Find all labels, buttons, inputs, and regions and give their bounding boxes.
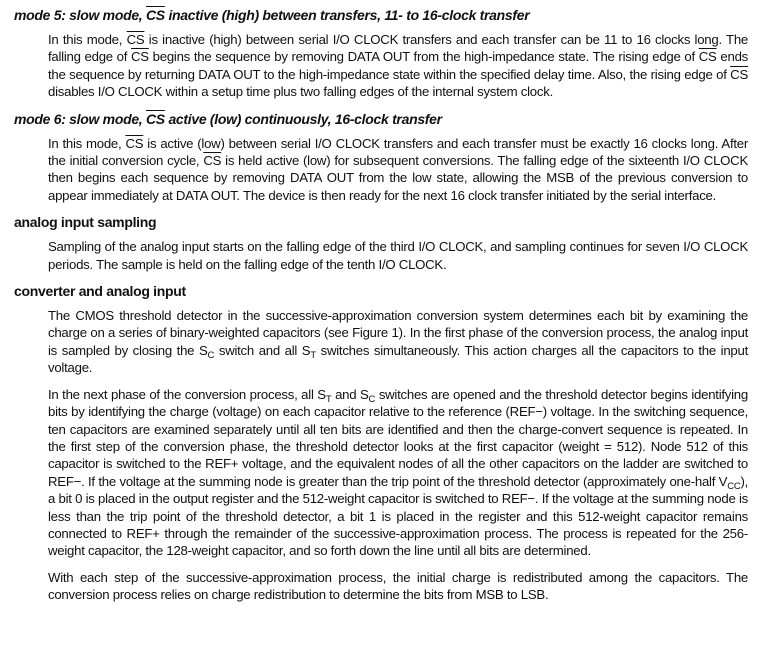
section	[14, 6, 748, 101]
section-heading	[14, 110, 748, 128]
overlined-signal: $\overline{CS}$	[126, 32, 145, 47]
subscript: C	[207, 349, 215, 361]
overlined-signal: $\overline{CS}$	[131, 49, 149, 65]
text-run: In the next phase of the conversion process, all S	[48, 386, 326, 402]
text-run: analog input sampling	[14, 214, 157, 231]
section	[14, 110, 748, 205]
section-heading	[14, 282, 748, 300]
overlined-signal: $\overline{CS}$	[146, 7, 165, 23]
overlined-signal: $\overline{CS}$	[146, 110, 165, 127]
text-run: The CMOS threshold detector in the successive-approximation conversion system determines each bit by examining the charge on a series of binary-weighted capacitors (see Figure 1). In the first phase of the conversion process, the analog input is sampled by closing the S	[48, 308, 748, 358]
paragraph	[48, 386, 748, 560]
section-heading	[14, 6, 748, 24]
section	[14, 213, 748, 273]
text-run: ends the sequence by returning DATA OUT to the high-impedance state within the specified delay time. Also, the rising edge of	[48, 49, 748, 82]
overlined-signal: $\overline{CS}$	[125, 135, 144, 151]
subscript: CC	[727, 480, 741, 492]
overlined-signal: $\overline{CS}$	[698, 49, 717, 65]
text-run: begins the sequence by removing DATA OUT from the high-impedance state. The rising edge of	[148, 49, 699, 65]
paragraph	[48, 238, 748, 273]
text-run: converter and analog input	[14, 283, 186, 300]
text-run: is held active (low) for subsequent conversions. The falling edge of the sixteenth I/O CLOCK then begins each sequence by removing DATA OUT from the low state, allowing the MSB of the previous conversion to appear immediately at DATA OUT. The device is then ready for the next 16 clock transfer initiated by the serial interface.	[48, 153, 748, 203]
paragraph	[48, 569, 748, 604]
text-run: mode 6: slow mode,	[14, 110, 146, 127]
text-run: inactive (high) between transfers, 11- to 16-clock transfer	[164, 7, 530, 23]
text-run: ), a bit 0 is placed in the output register and the 512-weight capacitor is switched to REF−. If the voltage at the summing node is less than the trip point of the threshold detector, a bit 1 is placed in the register and this 512-weight capacitor remains connected to REF+ through the remainder of the successive-approximation process. The process is repeated for the 256-weight capacitor, the 128-weight capacitor, and so forth down the line until all bits are determined.	[48, 473, 748, 559]
overlined-signal: $\overline{CS}$	[730, 66, 748, 82]
text-run: active (low) continuously, 16-clock transfer	[164, 110, 442, 127]
paragraph	[48, 31, 748, 101]
subscript: T	[325, 393, 332, 405]
text-run: Sampling of the analog input starts on the falling edge of the third I/O CLOCK, and sampling continues for seven I/O CLOCK periods. The sample is held on the falling edge of the tenth I/O CLOCK.	[48, 239, 748, 272]
text-run: In this mode,	[48, 135, 126, 151]
subscript: T	[310, 349, 316, 361]
section	[14, 282, 748, 604]
text-run: With each step of the successive-approximation process, the initial charge is redistributed among the capacitors. The conversion process relies on charge redistribution to determine the bits from MSB to LSB.	[48, 569, 748, 603]
text-run: switches simultaneously. This action charges all the capacitors to the input voltage.	[48, 342, 749, 376]
paragraph	[48, 135, 748, 205]
text-run: mode 5: slow mode,	[14, 7, 146, 23]
text-run: is active (low) between serial I/O CLOCK transfers and each transfer must be exactly 16 clocks long. After the initial conversion cycle,	[48, 135, 749, 169]
text-run: is inactive (high) between serial I/O CLOCK transfers and each transfer can be 11 to 16 clocks long. The falling edge of	[48, 32, 749, 65]
section-heading	[14, 213, 748, 231]
text-run: switches are opened and the threshold detector begins identifying bits by identifying the charge (voltage) on each capacitor relative to the reference (REF−) voltage. In the switching sequence, ten capacitors are examined separately until all ten bits are identified and then the charge-convert sequence is repeated. In the first step of the conversion phase, the threshold detector looks at the first capacitor (weight = 512). Node 512 of this capacitor is switched to the REF+ voltage, and the equivalent nodes of all the other capacitors on the ladder are switched to REF−. If the voltage at the summing node is greater than the trip point of the threshold detector (approximately one-half V	[48, 386, 748, 489]
subscript: C	[368, 393, 376, 405]
text-run: switch and all S	[214, 342, 311, 358]
overlined-signal: $\overline{CS}$	[203, 153, 222, 169]
text-run: disables I/O CLOCK within a setup time plus two falling edges of the internal system clock.	[48, 84, 553, 100]
paragraph	[48, 307, 748, 377]
text-run: In this mode,	[48, 32, 127, 47]
text-run: and S	[331, 386, 369, 402]
